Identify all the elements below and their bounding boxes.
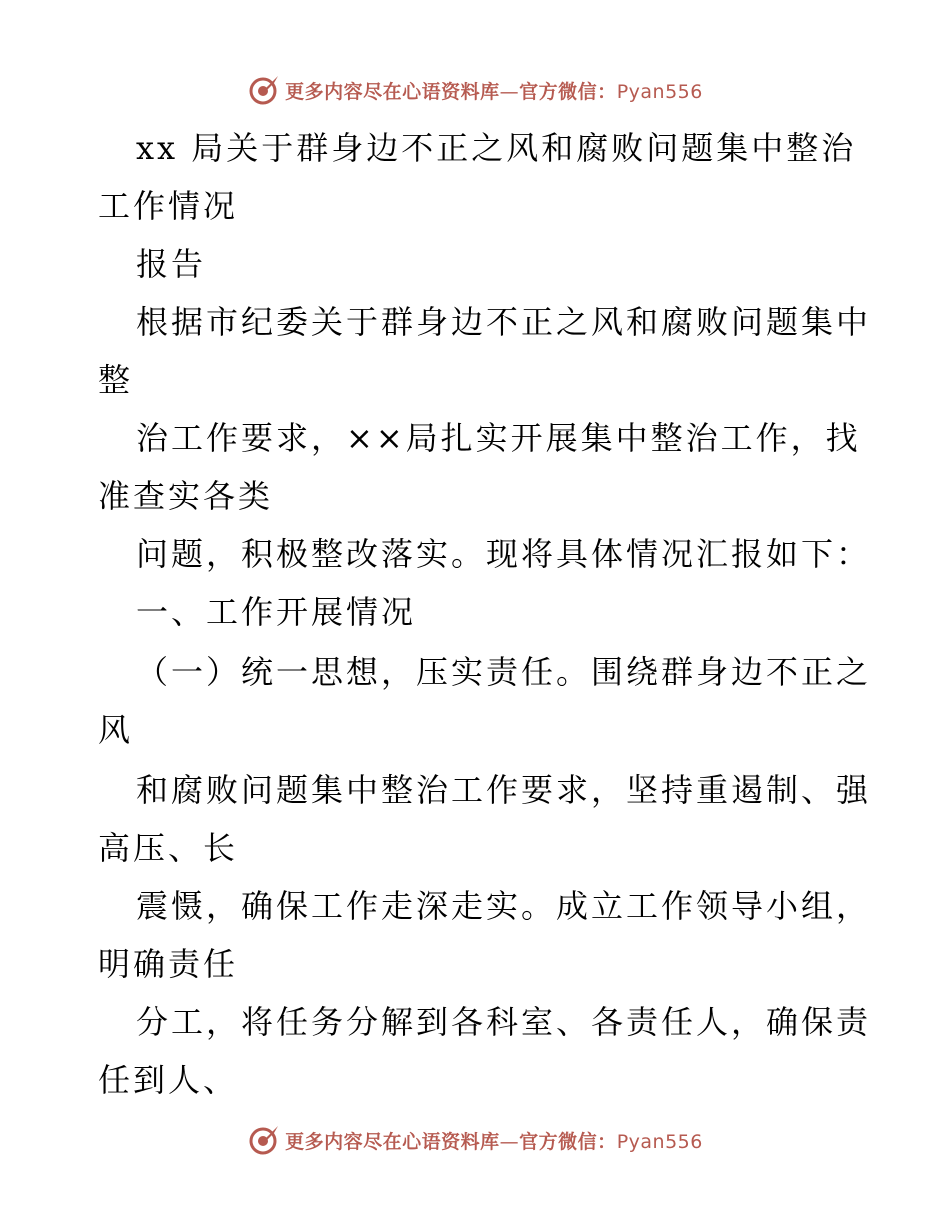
document-text-line: 准查实各类: [98, 477, 274, 515]
document-text-line: 高压、长: [98, 829, 239, 867]
watermark-main-text: 更多内容尽在心语资料库: [285, 80, 500, 103]
document-text-line: 治工作要求，××局扎实开展集中整治工作，找: [136, 419, 861, 457]
document-title-line: xx 局关于群身边不正之风和腐败问题集中整治: [136, 129, 857, 167]
header-watermark: [0, 68, 950, 112]
document-text-line: 根据市纪委关于群身边不正之风和腐败问题集中: [136, 303, 872, 341]
watermark-separator: —: [499, 1130, 520, 1153]
watermark-wechat-id: Pyan556: [616, 1130, 703, 1153]
document-text-line: 震慑，确保工作走深走实。成立工作领导小组，: [136, 887, 872, 925]
document-text-line: 分工，将任务分解到各科室、各责任人，确保责: [136, 1003, 872, 1041]
quill-circle-logo-icon: [247, 73, 281, 107]
footer-watermark: [0, 1118, 950, 1162]
document-title-line: 报告: [136, 245, 207, 283]
document-text-line: 整: [98, 361, 134, 399]
document-text-line: 风: [98, 711, 134, 749]
watermark-wechat-id: Pyan556: [616, 80, 703, 103]
quill-circle-logo-icon: [247, 1123, 281, 1157]
watermark-text: [285, 77, 703, 104]
watermark-secondary-text: 官方微信：: [519, 80, 617, 103]
watermark-secondary-text: 官方微信：: [519, 1130, 617, 1153]
document-title-line: 工作情况: [98, 187, 239, 225]
document-text-line: 和腐败问题集中整治工作要求，坚持重遏制、强: [136, 771, 872, 809]
section-heading: 一、工作开展情况: [136, 593, 417, 631]
document-text-line: （一）统一思想，压实责任。围绕群身边不正之: [136, 653, 872, 691]
document-text-line: 明确责任: [98, 945, 239, 983]
watermark-text: [285, 1127, 703, 1154]
watermark-separator: —: [499, 80, 520, 103]
document-text-line: 问题，积极整改落实。现将具体情况汇报如下：: [136, 535, 872, 573]
document-text-line: 任到人、: [98, 1061, 239, 1099]
watermark-main-text: 更多内容尽在心语资料库: [285, 1130, 500, 1153]
